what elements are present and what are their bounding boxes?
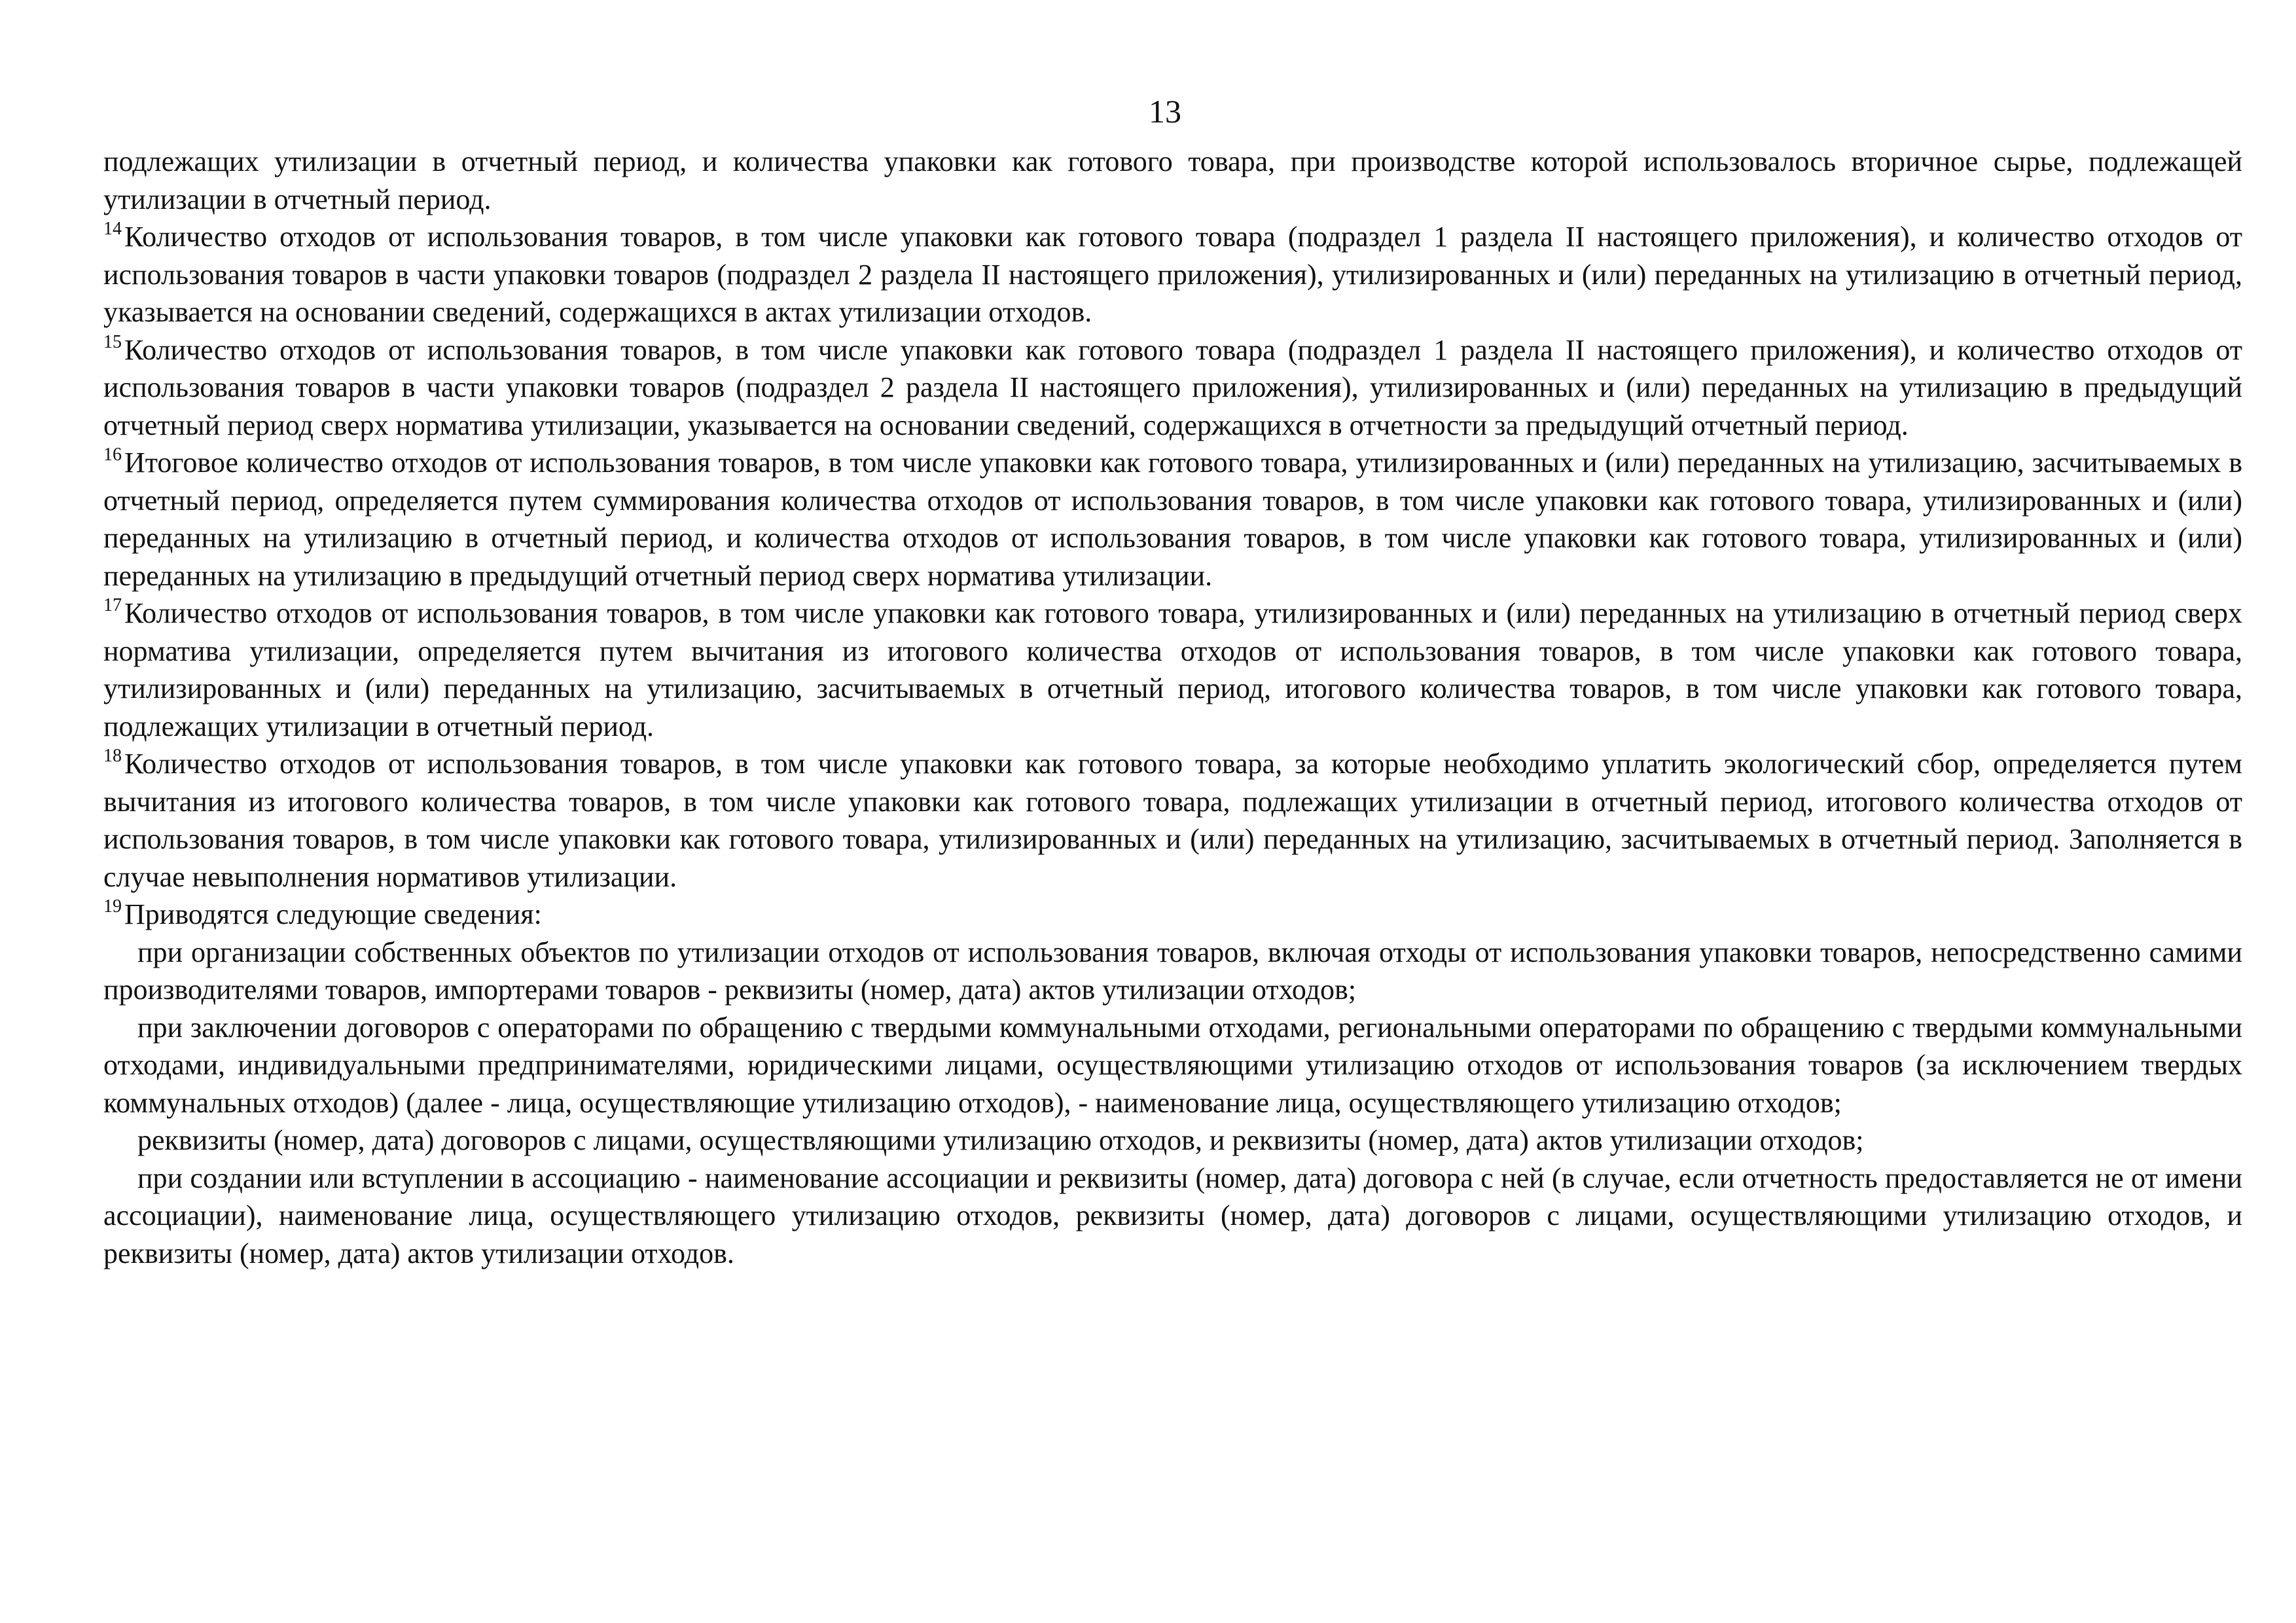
footnote-number: 15	[103, 331, 122, 352]
list-item: реквизиты (номер, дата) договоров с лицами, осуществляющими утилизацию отходов, и реквизиты (номер, дата) актов утилизации отходов;	[137, 1124, 1864, 1156]
footnote-14	[103, 218, 2242, 331]
continuation-paragraph: подлежащих утилизации в отчетный период, и количества упаковки как готового товара, при производстве которой использовалось вторичное сырье, подлежащей утилизации в отчетный период.	[103, 145, 2242, 215]
footnote-19	[103, 896, 2242, 934]
footnote-text: Количество отходов от использования товаров, в том числе упаковки как готового товара, утилизированных и (или) переданных на утилизацию в отчетный период сверх норматива утилизации, определяется путем вычитания из итогового количества отходов от использования товаров, в том числе упаковки как готового товара, утилизированных и (или) переданных на утилизацию, засчитываемых в отчетный период, итогового количества товаров, в том числе упаковки как готового товара, подлежащих утилизации в отчетный период.	[103, 597, 2242, 742]
footnote-16	[103, 444, 2242, 594]
footnote-number: 19	[103, 896, 122, 917]
footnote-number: 14	[103, 219, 122, 239]
footnote-number: 16	[103, 445, 122, 465]
footnote-text: Приводятся следующие сведения:	[124, 898, 542, 930]
page-body	[103, 143, 2242, 1272]
footnote-18	[103, 745, 2242, 896]
footnote-text: Количество отходов от использования товаров, в том числе упаковки как готового товара (подраздел 1 раздела II настоящего приложения), и количество отходов от использования товаров в части упаковки товаров (подраздел 2 раздела II настоящего приложения), утилизированных и (или) переданных на утилизацию в отчетный период, указывается на основании сведений, содержащихся в актах утилизации отходов.	[103, 221, 2242, 328]
page-number: 13	[1149, 93, 1181, 130]
footnote-number: 18	[103, 746, 122, 766]
footnote-number: 17	[103, 595, 122, 615]
list-item: при заключении договоров с операторами по обращению с твердыми коммунальными отходами, региональными операторами по обращению с твердыми коммунальными отходами, индивидуальными предпринимателями, юридическими лицами, осуществляющими утилизацию отходов от использования товаров (за исключением твердых коммунальных отходов) (далее - лица, осуществляющие утилизацию отходов), - наименование лица, осуществляющего утилизацию отходов;	[103, 1011, 2242, 1119]
footnote-text: Количество отходов от использования товаров, в том числе упаковки как готового товара (подраздел 1 раздела II настоящего приложения), и количество отходов от использования товаров в части упаковки товаров (подраздел 2 раздела II настоящего приложения), утилизированных и (или) переданных на утилизацию в предыдущий отчетный период сверх норматива утилизации, указывается на основании сведений, содержащихся в отчетности за предыдущий отчетный период.	[103, 333, 2242, 441]
list-item: при организации собственных объектов по утилизации отходов от использования товаров, включая отходы от использования упаковки товаров, непосредственно самими производителями товаров, импортерами товаров - реквизиты (номер, дата) актов утилизации отходов;	[103, 936, 2242, 1006]
footnote-15	[103, 331, 2242, 445]
list-item: при создании или вступлении в ассоциацию - наименование ассоциации и реквизиты (номер, дата) договора с ней (в случае, если отчетность предоставляется не от имени ассоциации), наименование лица, осуществляющего утилизацию отходов, реквизиты (номер, дата) договоров с лицами, осуществляющими утилизацию отходов, и реквизиты (номер, дата) актов утилизации отходов.	[103, 1161, 2242, 1269]
footnote-text: Количество отходов от использования товаров, в том числе упаковки как готового товара, за которые необходимо уплатить экологический сбор, определяется путем вычитания из итогового количества товаров, в том числе упаковки как готового товара, подлежащих утилизации в отчетный период, итогового количества отходов от использования товаров, в том числе упаковки как готового товара, утилизированных и (или) переданных на утилизацию, засчитываемых в отчетный период. Заполняется в случае невыполнения нормативов утилизации.	[103, 748, 2242, 893]
footnote-text: Итоговое количество отходов от использования товаров, в том числе упаковки как готового товара, утилизированных и (или) переданных на утилизацию, засчитываемых в отчетный период, определяется путем суммирования количества отходов от использования товаров, в том числе упаковки как готового товара, утилизированных и (или) переданных на утилизацию в отчетный период, и количества отходов от использования товаров, в том числе упаковки как готового товара, утилизированных и (или) переданных на утилизацию в предыдущий отчетный период сверх норматива утилизации.	[103, 447, 2242, 592]
footnote-17	[103, 594, 2242, 745]
